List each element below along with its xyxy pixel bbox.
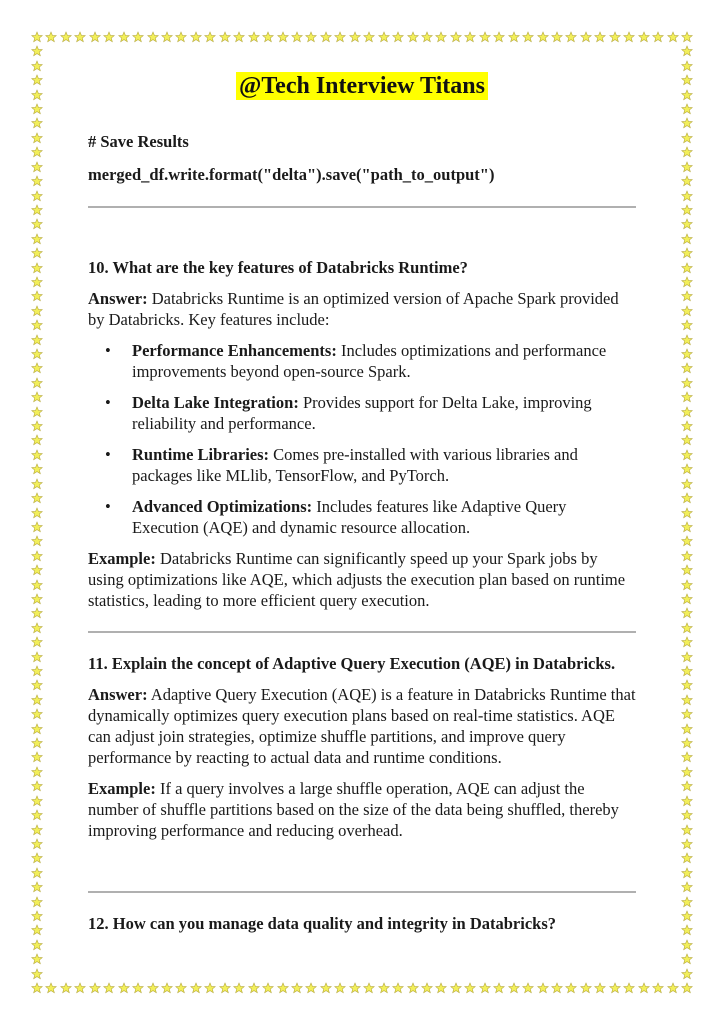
- star-icon: [609, 31, 621, 43]
- star-icon: [31, 391, 43, 403]
- star-icon: [219, 31, 231, 43]
- star-icon: [31, 31, 43, 43]
- star-icon: [31, 982, 43, 994]
- star-icon: [464, 982, 476, 994]
- star-icon: [681, 751, 693, 763]
- star-icon: [493, 982, 505, 994]
- star-icon: [681, 795, 693, 807]
- star-icon: [31, 334, 43, 346]
- star-icon: [681, 507, 693, 519]
- star-icon: [681, 723, 693, 735]
- star-icon: [667, 982, 679, 994]
- answer-label: Answer:: [88, 289, 148, 308]
- star-icon: [407, 982, 419, 994]
- star-icon: [248, 982, 260, 994]
- divider: [88, 206, 636, 208]
- star-icon: [508, 982, 520, 994]
- feature-list: [88, 340, 636, 538]
- star-icon: [31, 406, 43, 418]
- star-icon: [31, 319, 43, 331]
- star-icon: [31, 708, 43, 720]
- star-icon: [421, 982, 433, 994]
- star-icon: [681, 247, 693, 259]
- star-icon: [681, 896, 693, 908]
- example-text: Databricks Runtime can significantly speed up your Spark jobs by using optimizations like AQE, which adjusts the execution plan based on runtime statistics, leading to more efficient query execution.: [88, 549, 626, 610]
- star-icon: [522, 31, 534, 43]
- page-title: @Tech Interview Titans: [236, 72, 488, 100]
- star-icon: [681, 953, 693, 965]
- star-icon: [565, 31, 577, 43]
- star-icon: [580, 31, 592, 43]
- star-icon: [681, 708, 693, 720]
- code-section: [88, 132, 636, 185]
- star-icon: [31, 449, 43, 461]
- star-icon: [681, 809, 693, 821]
- bullet-icon: •: [105, 445, 111, 464]
- question-12-section: [88, 914, 636, 934]
- star-icon: [681, 449, 693, 461]
- star-icon: [450, 982, 462, 994]
- example-label: Example:: [88, 549, 156, 568]
- star-icon: [31, 939, 43, 951]
- star-icon: [31, 780, 43, 792]
- star-icon: [681, 939, 693, 951]
- star-icon: [681, 117, 693, 129]
- star-icon: [681, 146, 693, 158]
- star-icon: [31, 896, 43, 908]
- star-icon: [31, 622, 43, 634]
- list-item: [88, 444, 636, 486]
- star-icon: [204, 982, 216, 994]
- star-icon: [681, 463, 693, 475]
- list-item: [88, 392, 636, 434]
- star-icon: [493, 31, 505, 43]
- star-icon: [31, 262, 43, 274]
- star-icon: [291, 31, 303, 43]
- star-icon: [31, 420, 43, 432]
- star-icon: [161, 31, 173, 43]
- star-icon: [594, 982, 606, 994]
- feature-text: Provides support for Delta Lake, improving reliability and performance.: [132, 393, 592, 433]
- question-10-section: [88, 258, 636, 611]
- star-icon: [262, 982, 274, 994]
- star-icon: [31, 190, 43, 202]
- star-icon: [305, 31, 317, 43]
- star-icon: [31, 45, 43, 57]
- star-icon: [74, 31, 86, 43]
- star-icon: [681, 651, 693, 663]
- star-icon: [118, 982, 130, 994]
- star-icon: [681, 694, 693, 706]
- star-icon: [31, 362, 43, 374]
- answer-label: Answer:: [88, 685, 148, 704]
- star-icon: [31, 521, 43, 533]
- star-icon: [31, 290, 43, 302]
- star-icon: [681, 579, 693, 591]
- star-icon: [681, 550, 693, 562]
- star-icon: [60, 31, 72, 43]
- question-11-title: 11. Explain the concept of Adaptive Query Execution (AQE) in Databricks.: [88, 654, 616, 673]
- star-icon: [190, 982, 202, 994]
- star-icon: [31, 478, 43, 490]
- star-icon: [31, 694, 43, 706]
- star-icon: [305, 982, 317, 994]
- star-icon: [378, 982, 390, 994]
- answer-text: Adaptive Query Execution (AQE) is a feature in Databricks Runtime that dynamically optimizes query execution plans based on real-time statistics. AQE can adjust join strategies, optimize shuffle partitions, and improve query performance by reacting to actual data and runtime conditions.: [88, 685, 636, 767]
- star-icon: [334, 31, 346, 43]
- star-icon: [31, 953, 43, 965]
- star-icon: [681, 406, 693, 418]
- star-icon: [31, 737, 43, 749]
- star-icon: [667, 31, 679, 43]
- star-icon: [31, 924, 43, 936]
- star-icon: [190, 31, 202, 43]
- star-icon: [681, 910, 693, 922]
- star-icon: [233, 982, 245, 994]
- star-icon: [681, 334, 693, 346]
- star-icon: [334, 982, 346, 994]
- star-icon: [551, 31, 563, 43]
- star-icon: [31, 507, 43, 519]
- star-icon: [31, 824, 43, 836]
- header: [0, 72, 724, 100]
- star-icon: [681, 968, 693, 980]
- star-icon: [118, 31, 130, 43]
- star-icon: [45, 31, 57, 43]
- star-icon: [219, 982, 231, 994]
- star-icon: [681, 766, 693, 778]
- star-icon: [565, 982, 577, 994]
- star-icon: [31, 276, 43, 288]
- star-icon: [31, 751, 43, 763]
- star-icon: [464, 31, 476, 43]
- feature-text: Includes features like Adaptive Query Execution (AQE) and dynamic resource allocation.: [132, 497, 567, 537]
- star-icon: [31, 434, 43, 446]
- star-icon: [31, 910, 43, 922]
- star-icon: [31, 348, 43, 360]
- star-icon: [681, 924, 693, 936]
- star-icon: [681, 535, 693, 547]
- feature-title: Delta Lake Integration:: [132, 393, 299, 412]
- star-icon: [681, 665, 693, 677]
- divider: [88, 631, 636, 633]
- code-comment: # Save Results: [88, 132, 189, 151]
- star-icon: [89, 31, 101, 43]
- star-icon: [681, 391, 693, 403]
- bullet-icon: •: [105, 341, 111, 360]
- star-icon: [31, 968, 43, 980]
- question-11-section: [88, 654, 636, 841]
- star-icon: [31, 204, 43, 216]
- star-icon: [31, 247, 43, 259]
- star-icon: [681, 305, 693, 317]
- star-icon: [291, 982, 303, 994]
- star-icon: [31, 146, 43, 158]
- star-icon: [31, 636, 43, 648]
- star-icon: [681, 218, 693, 230]
- star-icon: [363, 982, 375, 994]
- star-icon: [60, 982, 72, 994]
- star-icon: [31, 679, 43, 691]
- star-icon: [681, 60, 693, 72]
- star-icon: [609, 982, 621, 994]
- feature-title: Performance Enhancements:: [132, 341, 337, 360]
- feature-text: Comes pre-installed with various libraries and packages like MLlib, TensorFlow, and PyTorch.: [132, 445, 578, 485]
- star-icon: [103, 982, 115, 994]
- star-icon: [551, 982, 563, 994]
- star-icon: [45, 982, 57, 994]
- bullet-icon: •: [105, 393, 111, 412]
- star-icon: [31, 809, 43, 821]
- star-icon: [31, 665, 43, 677]
- star-icon: [31, 132, 43, 144]
- star-icon: [204, 31, 216, 43]
- star-icon: [652, 31, 664, 43]
- star-icon: [681, 377, 693, 389]
- star-icon: [74, 982, 86, 994]
- star-icon: [132, 31, 144, 43]
- question-10-example: [88, 548, 636, 611]
- bullet-icon: •: [105, 497, 111, 516]
- star-icon: [435, 982, 447, 994]
- star-icon: [31, 377, 43, 389]
- star-icon: [681, 276, 693, 288]
- star-icon: [31, 838, 43, 850]
- star-icon: [175, 31, 187, 43]
- star-icon: [681, 737, 693, 749]
- star-icon: [31, 305, 43, 317]
- star-icon: [31, 593, 43, 605]
- list-item: [88, 496, 636, 538]
- star-icon: [31, 218, 43, 230]
- star-icon: [277, 31, 289, 43]
- star-icon: [681, 780, 693, 792]
- star-icon: [681, 521, 693, 533]
- star-icon: [31, 175, 43, 187]
- star-icon: [681, 420, 693, 432]
- star-icon: [681, 881, 693, 893]
- star-icon: [31, 60, 43, 72]
- star-icon: [421, 31, 433, 43]
- star-icon: [681, 103, 693, 115]
- star-icon: [681, 593, 693, 605]
- star-icon: [31, 103, 43, 115]
- star-icon: [31, 117, 43, 129]
- star-icon: [681, 262, 693, 274]
- star-icon: [623, 982, 635, 994]
- star-icon: [31, 579, 43, 591]
- star-icon: [450, 31, 462, 43]
- star-icon: [435, 31, 447, 43]
- star-icon: [681, 636, 693, 648]
- star-icon: [638, 31, 650, 43]
- star-icon: [277, 982, 289, 994]
- star-icon: [681, 824, 693, 836]
- star-icon: [681, 434, 693, 446]
- star-icon: [537, 982, 549, 994]
- star-icon: [681, 838, 693, 850]
- code-line: merged_df.write.format("delta").save("path_to_output"): [88, 165, 495, 184]
- star-icon: [132, 982, 144, 994]
- star-icon: [681, 478, 693, 490]
- star-icon: [479, 982, 491, 994]
- star-icon: [392, 31, 404, 43]
- star-icon: [31, 852, 43, 864]
- star-icon: [580, 982, 592, 994]
- star-icon: [681, 348, 693, 360]
- star-icon: [681, 45, 693, 57]
- star-icon: [681, 982, 693, 994]
- star-icon: [31, 161, 43, 173]
- question-10-title: 10. What are the key features of Databricks Runtime?: [88, 258, 468, 277]
- star-icon: [508, 31, 520, 43]
- star-icon: [262, 31, 274, 43]
- star-icon: [349, 982, 361, 994]
- star-icon: [522, 982, 534, 994]
- star-icon: [31, 881, 43, 893]
- example-label: Example:: [88, 779, 156, 798]
- star-icon: [681, 31, 693, 43]
- star-icon: [31, 492, 43, 504]
- answer-text: Databricks Runtime is an optimized version of Apache Spark provided by Databricks. Key features include:: [88, 289, 619, 329]
- star-icon: [681, 362, 693, 374]
- star-icon: [652, 982, 664, 994]
- star-icon: [31, 564, 43, 576]
- star-icon: [31, 651, 43, 663]
- star-icon: [407, 31, 419, 43]
- star-icon: [681, 190, 693, 202]
- star-icon: [594, 31, 606, 43]
- star-icon: [479, 31, 491, 43]
- star-icon: [681, 679, 693, 691]
- star-icon: [681, 233, 693, 245]
- star-icon: [681, 290, 693, 302]
- star-icon: [681, 867, 693, 879]
- star-icon: [233, 31, 245, 43]
- star-icon: [31, 766, 43, 778]
- star-icon: [248, 31, 260, 43]
- star-icon: [681, 492, 693, 504]
- star-icon: [31, 535, 43, 547]
- star-icon: [103, 31, 115, 43]
- star-icon: [681, 622, 693, 634]
- star-icon: [349, 31, 361, 43]
- star-icon: [681, 175, 693, 187]
- star-icon: [681, 132, 693, 144]
- star-icon: [392, 982, 404, 994]
- feature-title: Advanced Optimizations:: [132, 497, 313, 516]
- star-icon: [175, 982, 187, 994]
- star-icon: [147, 982, 159, 994]
- star-icon: [31, 607, 43, 619]
- star-icon: [681, 319, 693, 331]
- example-text: If a query involves a large shuffle operation, AQE can adjust the number of shuffle partitions based on the size of the data being shuffled, thereby improving performance and reducing overhead.: [88, 779, 619, 840]
- star-icon: [31, 723, 43, 735]
- list-item: [88, 340, 636, 382]
- star-icon: [681, 161, 693, 173]
- star-icon: [31, 550, 43, 562]
- star-icon: [147, 31, 159, 43]
- star-icon: [623, 31, 635, 43]
- star-icon: [378, 31, 390, 43]
- star-icon: [31, 795, 43, 807]
- star-icon: [681, 852, 693, 864]
- star-icon: [537, 31, 549, 43]
- divider: [88, 891, 636, 893]
- star-icon: [681, 564, 693, 576]
- question-11-answer: [88, 684, 636, 768]
- question-12-title: 12. How can you manage data quality and integrity in Databricks?: [88, 914, 556, 933]
- star-icon: [320, 982, 332, 994]
- star-icon: [31, 463, 43, 475]
- star-icon: [161, 982, 173, 994]
- feature-title: Runtime Libraries:: [132, 445, 270, 464]
- question-11-example: [88, 778, 636, 841]
- star-icon: [320, 31, 332, 43]
- star-icon: [681, 607, 693, 619]
- star-icon: [363, 31, 375, 43]
- star-icon: [31, 233, 43, 245]
- star-icon: [89, 982, 101, 994]
- question-10-answer: [88, 288, 636, 330]
- star-icon: [681, 204, 693, 216]
- feature-text: Includes optimizations and performance improvements beyond open-source Spark.: [132, 341, 607, 381]
- star-icon: [638, 982, 650, 994]
- star-icon: [31, 867, 43, 879]
